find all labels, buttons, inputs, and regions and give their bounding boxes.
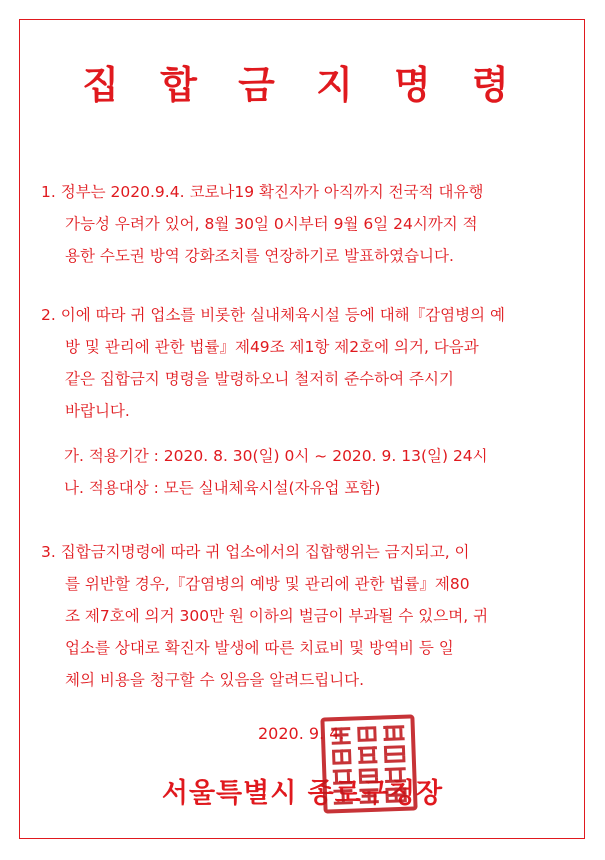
official-seal-icon (320, 714, 417, 813)
paragraph-3-line: 3. 집합금지명령에 따라 귀 업소에서의 집합행위는 금지되고, 이 (41, 543, 470, 561)
paragraph-1-line: 가능성 우려가 있어, 8월 30일 0시부터 9월 6일 24시까지 적 (65, 215, 478, 233)
order-item-period: 가. 적용기간 : 2020. 8. 30(일) 0시 ~ 2020. 9. 13(일) 24시 (64, 447, 488, 465)
paragraph-1 (41, 176, 561, 272)
issue-date: 2020. 9. 4. (258, 724, 345, 743)
order-item-target: 나. 적용대상 : 모든 실내체육시설(자유업 포함) (64, 479, 381, 497)
paragraph-1-line: 1. 정부는 2020.9.4. 코로나19 확진자가 아직까지 전국적 대유행 (41, 183, 484, 201)
paragraph-2 (41, 299, 561, 427)
order-items (64, 440, 488, 504)
paragraph-3-line: 를 위반할 경우,『감염병의 예방 및 관리에 관한 법률』제80 (65, 575, 470, 593)
paragraph-1-line: 용한 수도권 방역 강화조치를 연장하기로 발표하였습니다. (65, 247, 454, 265)
paragraph-3 (41, 536, 561, 696)
paragraph-2-line: 2. 이에 따라 귀 업소를 비롯한 실내체육시설 등에 대해『감염병의 예 (41, 306, 505, 324)
paragraph-2-line: 같은 집합금지 명령을 발령하오니 철저히 준수하여 주시기 (65, 370, 454, 388)
document-border (19, 19, 585, 839)
document-title: 집 합 금 지 명 령 (82, 63, 523, 107)
paragraph-3-line: 업소를 상대로 확진자 발생에 따른 치료비 및 방역비 등 일 (65, 639, 454, 657)
paragraph-2-line: 바랍니다. (65, 402, 130, 420)
issuer-name: 서울특별시 종로구청장 (161, 778, 444, 809)
paragraph-3-line: 체의 비용을 청구할 수 있음을 알려드립니다. (65, 671, 365, 689)
paragraph-3-line: 조 제7호에 의거 300만 원 이하의 벌금이 부과될 수 있으며, 귀 (65, 607, 489, 625)
paragraph-2-line: 방 및 관리에 관한 법률』제49조 제1항 제2호에 의거, 다음과 (65, 338, 479, 356)
